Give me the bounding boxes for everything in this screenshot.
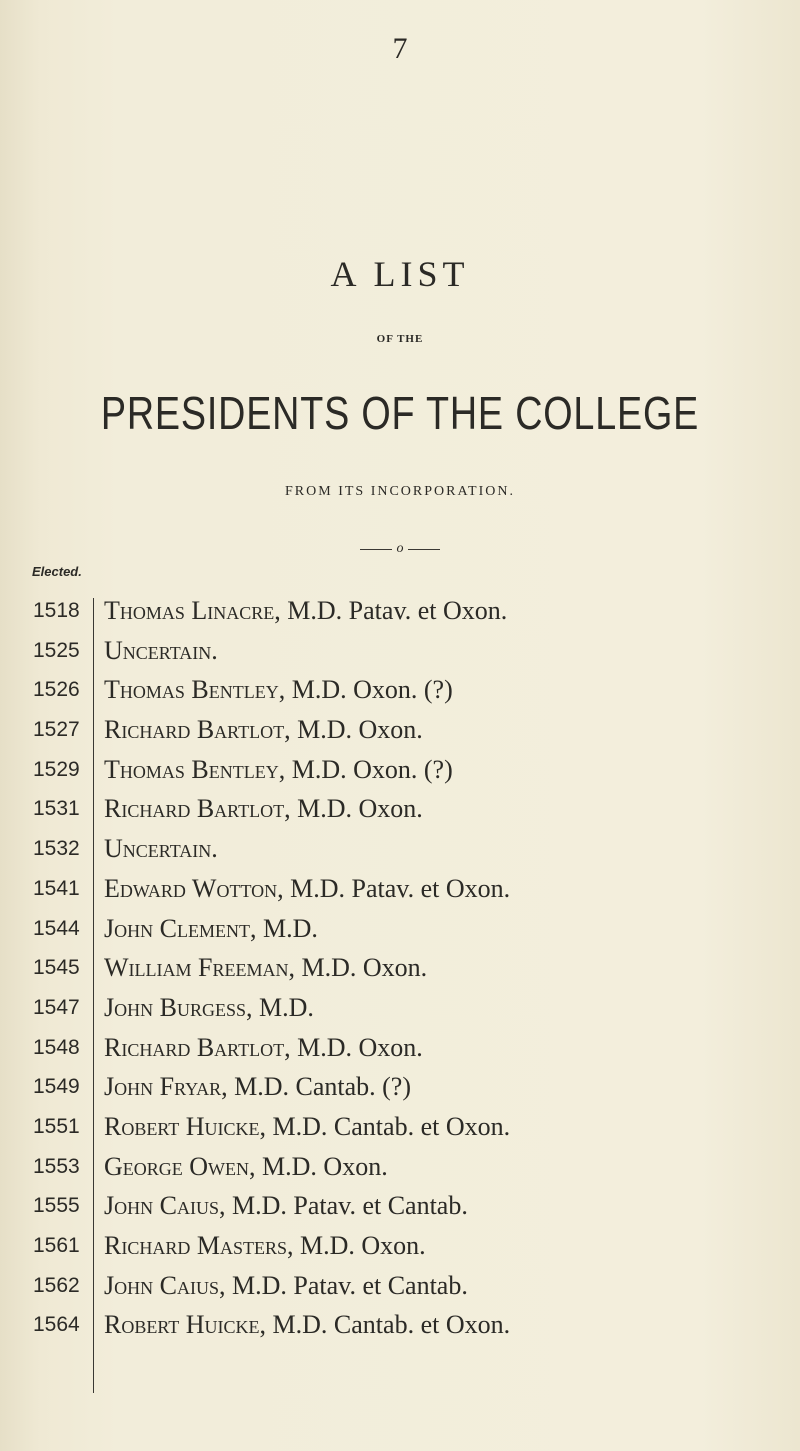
- president-name: Uncertain.: [104, 635, 218, 665]
- title-a-list: A LIST: [330, 254, 470, 294]
- president-name: Uncertain.: [104, 834, 218, 864]
- list-item: [0, 948, 800, 988]
- president-entry: [104, 869, 510, 909]
- election-year: 1547: [33, 995, 80, 1019]
- election-year: 1564: [33, 1313, 80, 1337]
- list-item: [0, 1028, 800, 1068]
- president-entry: [104, 591, 507, 631]
- president-degree: M.D. Cantab. (?): [227, 1072, 412, 1102]
- president-degree: M.D. Patav. et Cantab.: [225, 1191, 468, 1221]
- president-degree: M.D. Oxon.: [255, 1151, 388, 1181]
- president-entry: [104, 1147, 388, 1187]
- list-item: [0, 1147, 800, 1187]
- president-entry: [104, 829, 218, 869]
- election-year: 1553: [33, 1154, 80, 1178]
- election-year: 1551: [33, 1114, 80, 1138]
- election-year: 1555: [33, 1194, 80, 1218]
- election-year: 1529: [33, 757, 80, 781]
- president-entry: [104, 988, 314, 1028]
- list-item: [0, 1226, 800, 1266]
- election-year: 1532: [33, 837, 80, 861]
- president-degree: M.D. Cantab. et Oxon.: [266, 1310, 511, 1340]
- president-degree: M.D. Cantab. et Oxon.: [266, 1111, 511, 1141]
- elected-column-heading: Elected.: [32, 564, 82, 579]
- election-year: 1548: [33, 1035, 80, 1059]
- president-degree: M.D.: [252, 992, 314, 1022]
- president-entry: [104, 1028, 423, 1068]
- president-entry: [104, 1305, 510, 1345]
- election-year: 1562: [33, 1273, 80, 1297]
- ornament-mark: o: [396, 541, 404, 556]
- president-entry: [104, 750, 453, 790]
- list-item: [0, 1107, 800, 1147]
- election-year: 1531: [33, 797, 80, 821]
- president-entry: [104, 948, 427, 988]
- president-name: John Caius,: [104, 1270, 226, 1300]
- list-item: [0, 909, 800, 949]
- president-name: Richard Bartlot,: [104, 715, 291, 745]
- president-degree: M.D. Oxon.: [290, 794, 423, 824]
- president-name: John Clement,: [104, 913, 257, 943]
- president-name: Edward Wotton,: [104, 873, 284, 903]
- president-name: John Fryar,: [104, 1072, 228, 1102]
- list-item: [0, 789, 800, 829]
- president-name: William Freeman,: [104, 953, 295, 983]
- president-name: John Caius,: [104, 1191, 226, 1221]
- list-item: [0, 710, 800, 750]
- list-item: [0, 869, 800, 909]
- list-item: [0, 1305, 800, 1345]
- election-year: 1544: [33, 916, 80, 940]
- president-entry: [104, 670, 453, 710]
- election-year: 1561: [33, 1234, 80, 1257]
- election-year: 1549: [33, 1075, 80, 1099]
- list-item: [0, 631, 800, 671]
- list-item: [0, 1266, 800, 1306]
- election-year: 1525: [33, 638, 80, 662]
- president-entry: [104, 909, 318, 949]
- president-name: John Burgess,: [104, 992, 253, 1022]
- title-presidents: PRESIDENTS OF THE COLLEGE: [100, 387, 700, 439]
- page-number: 7: [392, 32, 408, 65]
- election-year: 1526: [33, 678, 80, 702]
- president-name: Thomas Bentley,: [104, 675, 286, 705]
- president-degree: M.D. Patav. et Oxon.: [280, 596, 508, 625]
- president-entry: [104, 1226, 426, 1266]
- list-item: [0, 1067, 800, 1107]
- title-from-incorporation: FROM ITS INCORPORATION.: [285, 484, 515, 499]
- president-degree: M.D. Oxon.: [290, 1032, 423, 1062]
- president-entry: [104, 631, 218, 671]
- presidents-list: [0, 591, 800, 1345]
- ornament-rule-right: [408, 549, 440, 550]
- president-entry: [104, 1266, 468, 1306]
- president-entry: [104, 789, 423, 829]
- president-degree: M.D. Oxon.: [293, 1231, 426, 1260]
- election-year: 1541: [33, 876, 80, 900]
- president-degree: M.D.: [256, 913, 318, 943]
- election-year: 1527: [33, 718, 80, 742]
- president-degree: M.D. Oxon. (?): [285, 754, 453, 784]
- list-item: [0, 591, 800, 631]
- ornament-rule-left: [360, 549, 392, 550]
- president-name: Thomas Linacre,: [104, 596, 281, 625]
- president-degree: M.D. Oxon.: [290, 715, 423, 745]
- president-name: Richard Bartlot,: [104, 1032, 291, 1062]
- president-name: Thomas Bentley,: [104, 754, 286, 784]
- title-of-the: OF THE: [376, 333, 424, 345]
- president-entry: [104, 1107, 510, 1147]
- president-entry: [104, 710, 423, 750]
- list-item: [0, 1186, 800, 1226]
- list-item: [0, 670, 800, 710]
- list-item: [0, 750, 800, 790]
- list-item: [0, 829, 800, 869]
- election-year: 1545: [33, 956, 80, 980]
- list-item: [0, 988, 800, 1028]
- president-name: Richard Bartlot,: [104, 794, 291, 824]
- president-degree: M.D. Patav. et Cantab.: [225, 1270, 468, 1300]
- president-entry: [104, 1186, 468, 1226]
- election-year: 1518: [33, 599, 80, 622]
- president-name: Robert Huicke,: [104, 1111, 267, 1141]
- president-degree: M.D. Patav. et Oxon.: [283, 873, 511, 903]
- president-entry: [104, 1067, 411, 1107]
- president-name: Richard Masters,: [104, 1231, 294, 1260]
- section-ornament: [360, 540, 440, 560]
- president-name: Robert Huicke,: [104, 1310, 267, 1340]
- president-degree: M.D. Oxon. (?): [285, 675, 453, 705]
- president-degree: M.D. Oxon.: [294, 953, 428, 983]
- president-name: George Owen,: [104, 1151, 256, 1181]
